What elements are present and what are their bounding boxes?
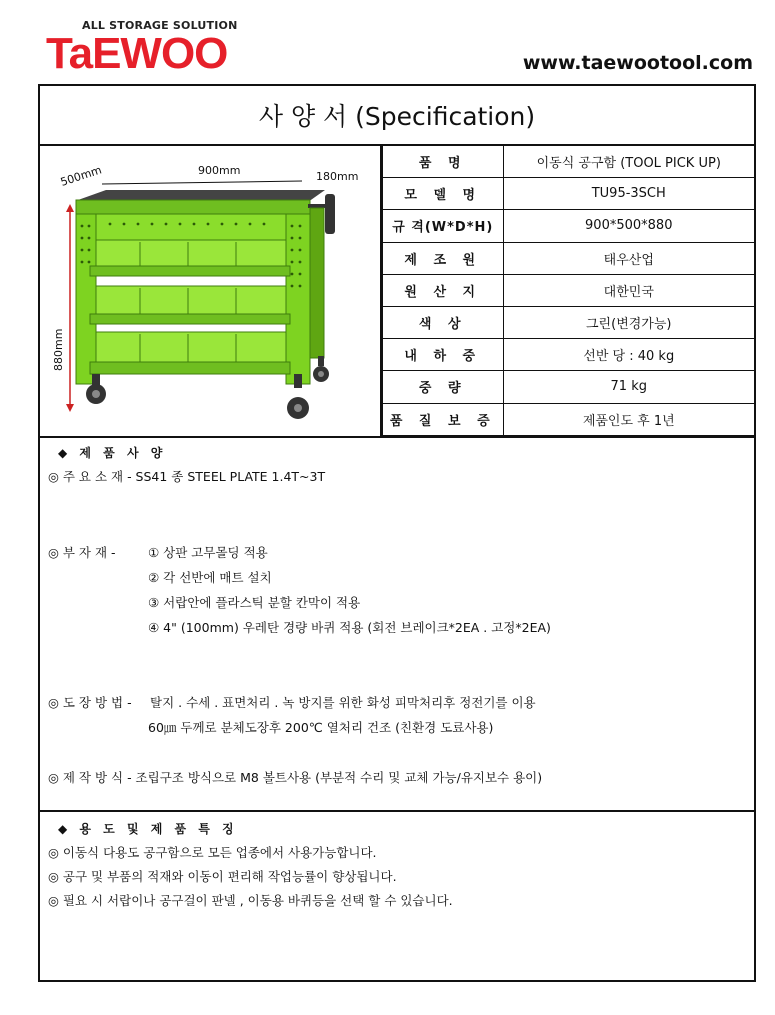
table-row — [383, 274, 755, 306]
spec-value: 900*500*880 — [503, 210, 754, 242]
usage-item: ◎ 필요 시 서랍이나 공구걸이 판넬 , 이동용 바퀴등을 선택 할 수 있습니다. — [48, 893, 453, 908]
spec-label: 제 조 원 — [383, 242, 504, 274]
spec-value: TU95-3SCH — [503, 178, 754, 210]
parts-label: ◎ 부 자 재 - — [48, 545, 116, 560]
spec-value: 이동식 공구함 (TOOL PICK UP) — [503, 146, 754, 178]
page-title: 사 양 서 (Specification) — [40, 86, 754, 146]
spec-value: 71 kg — [503, 371, 754, 403]
table-row — [383, 306, 755, 338]
spec-value: 태우산업 — [503, 242, 754, 274]
spec-table — [382, 146, 754, 436]
coating-line: 60㎛ 두께로 분체도장후 200℃ 열처리 건조 (친환경 도료사용) — [148, 720, 494, 735]
usage-section — [40, 810, 754, 982]
coating-line: 탈지 . 수세 . 표면처리 . 녹 방지를 위한 화성 피막처리후 정전기를 이용 — [150, 695, 536, 710]
spec-value: 선반 당 : 40 kg — [503, 339, 754, 371]
product-specs-heading: ◆ 제 품 사 양 — [58, 446, 167, 460]
website-link[interactable]: www.taewootool.com — [522, 52, 753, 74]
dim-width: 900mm — [198, 164, 241, 177]
table-row — [383, 371, 755, 403]
table-row — [383, 403, 755, 435]
usage-heading: ◆ 용 도 및 제 품 특 징 — [58, 822, 238, 836]
parts-item: ② 각 선반에 매트 설치 — [148, 570, 272, 585]
dim-handle: 180mm — [316, 170, 359, 183]
spec-label: 모 델 명 — [383, 178, 504, 210]
usage-item: ◎ 공구 및 부품의 적재와 이동이 편리해 작업능률이 향상됩니다. — [48, 869, 397, 884]
spec-label: 색 상 — [383, 306, 504, 338]
product-specs-section — [40, 436, 754, 812]
table-row — [383, 339, 755, 371]
product-image-cell — [40, 146, 382, 436]
spec-label: 품 질 보 증 — [383, 403, 504, 435]
spec-value: 대한민국 — [503, 274, 754, 306]
table-row — [383, 210, 755, 242]
spec-label: 원 산 지 — [383, 274, 504, 306]
brand-tagline: ALL STORAGE SOLUTION — [82, 19, 238, 32]
table-row — [383, 178, 755, 210]
spec-label: 중 량 — [383, 371, 504, 403]
dim-depth: 500mm — [58, 163, 104, 189]
parts-item: ③ 서랍안에 플라스틱 분할 칸막이 적용 — [148, 595, 361, 610]
spec-label: 규 격(W*D*H) — [383, 210, 504, 242]
spec-value: 그린(변경가능) — [503, 306, 754, 338]
spec-label: 내 하 중 — [383, 339, 504, 371]
material-line: ◎ 주 요 소 재 - SS41 종 STEEL PLATE 1.4T~3T — [48, 469, 326, 484]
dim-height: 880mm — [52, 328, 65, 371]
tool-cart-drawing-icon — [40, 146, 380, 436]
parts-item: ④ 4" (100mm) 우레탄 경량 바퀴 적용 (회전 브레이크*2EA . 고정*2EA) — [148, 620, 551, 635]
spec-value: 제품인도 후 1년 — [503, 403, 754, 435]
coating-label: ◎ 도 장 방 법 - — [48, 695, 132, 710]
spec-sheet — [38, 84, 756, 982]
usage-item: ◎ 이동식 다용도 공구함으로 모든 업종에서 사용가능합니다. — [48, 845, 377, 860]
manufacturing-line: ◎ 제 작 방 식 - 조립구조 방식으로 M8 볼트사용 (부분적 수리 및 교체 가능/유지보수 용이) — [48, 770, 543, 785]
table-row — [383, 146, 755, 178]
spec-label: 품 명 — [383, 146, 504, 178]
logo-text: TaEWOO — [46, 29, 228, 74]
taewoo-logo — [46, 28, 236, 74]
table-row — [383, 242, 755, 274]
parts-item: ① 상판 고무몰딩 적용 — [148, 545, 268, 560]
